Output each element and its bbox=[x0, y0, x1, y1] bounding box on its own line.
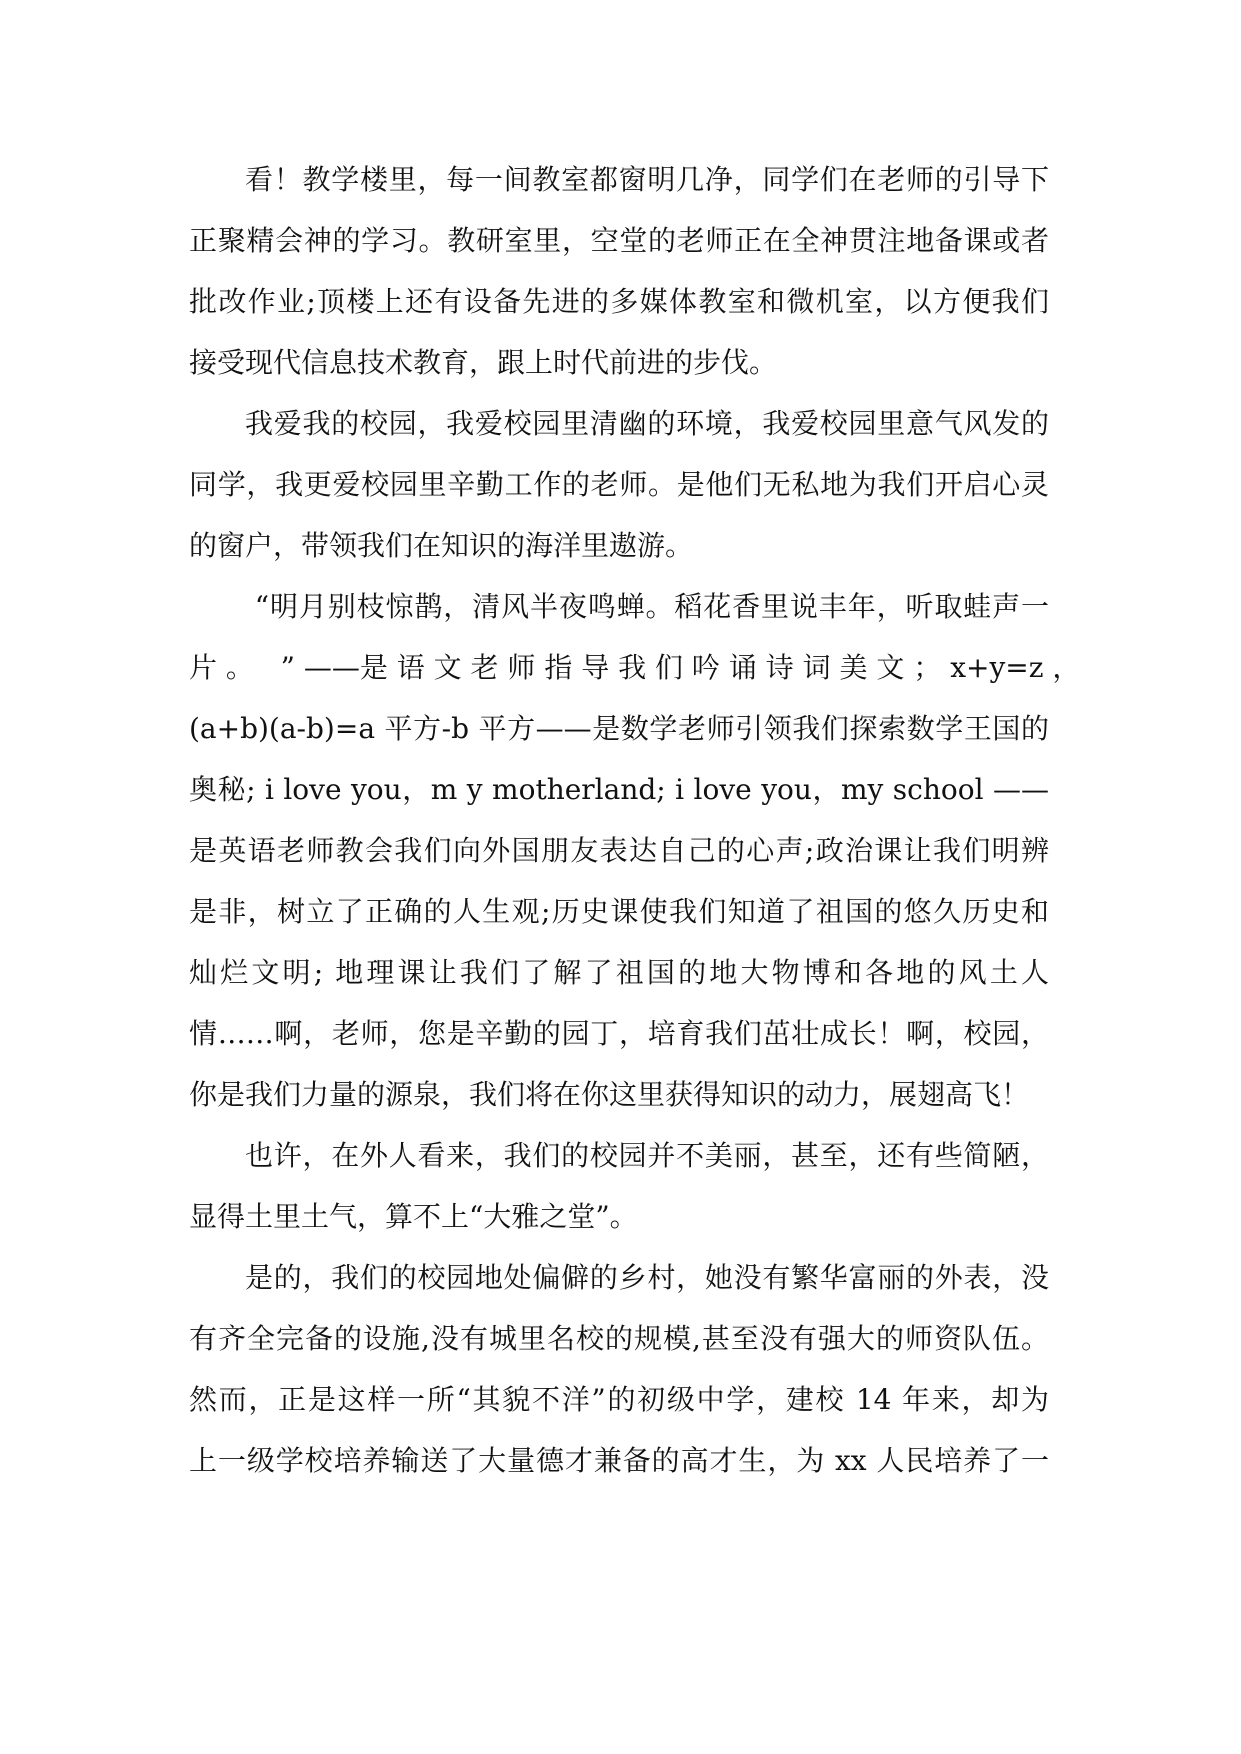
paragraph bbox=[189, 160, 1049, 404]
text-line: 我爱我的校园，我爱校园里清幽的环境，我爱校园里意气风发的 bbox=[245, 407, 1049, 440]
document-body bbox=[189, 160, 1081, 1502]
text-line: 接受现代信息技术教育，跟上时代前进的步伐。 bbox=[189, 346, 778, 379]
text-line: 上一级学校培养输送了大量德才兼备的高才生，为 xx 人民培养了一 bbox=[189, 1444, 1049, 1477]
text-line: 然而，正是这样一所“其貌不洋”的初级中学，建校 14 年来，却为 bbox=[189, 1383, 1049, 1416]
paragraph bbox=[189, 404, 1049, 587]
text-line: 情……啊，老师，您是辛勤的园丁，培育我们茁壮成长！啊，校园， bbox=[189, 1017, 1049, 1050]
text-line: 奥秘; i love you，m y motherland; i love you，my school —— bbox=[189, 773, 1049, 806]
text-line: 同学，我更爱校园里辛勤工作的老师。是他们无私地为我们开启心灵 bbox=[189, 468, 1049, 501]
text-line: 你是我们力量的源泉，我们将在你这里获得知识的动力，展翅高飞！ bbox=[189, 1078, 1030, 1111]
paragraph bbox=[189, 1258, 1049, 1502]
paragraph bbox=[189, 1136, 1049, 1258]
text-line: 正聚精会神的学习。教研室里，空堂的老师正在全神贯注地备课或者 bbox=[189, 224, 1049, 257]
text-line: 有齐全完备的设施,没有城里名校的规模,甚至没有强大的师资队伍。 bbox=[189, 1322, 1049, 1355]
text-line: 灿烂文明; 地理课让我们了解了祖国的地大物博和各地的风土人 bbox=[189, 956, 1049, 989]
text-line: 批改作业;顶楼上还有设备先进的多媒体教室和微机室，以方便我们 bbox=[189, 285, 1049, 318]
text-line: 是的，我们的校园地处偏僻的乡村，她没有繁华富丽的外表，没 bbox=[245, 1261, 1049, 1294]
text-line: (a+b)(a-b)=a 平方-b 平方——是数学老师引领我们探索数学王国的 bbox=[189, 712, 1049, 745]
text-line: 的窗户，带领我们在知识的海洋里遨游。 bbox=[189, 529, 694, 562]
text-line: “明月别枝惊鹊，清风半夜鸣蝉。稻花香里说丰年，听取蛙声一 bbox=[245, 590, 1049, 623]
text-line: 看！教学楼里，每一间教室都窗明几净，同学们在老师的引导下 bbox=[245, 163, 1049, 196]
text-line: 是英语老师教会我们向外国朋友表达自己的心声;政治课让我们明辨 bbox=[189, 834, 1049, 867]
text-line: 也许，在外人看来，我们的校园并不美丽，甚至，还有些简陋， bbox=[245, 1139, 1049, 1172]
text-line: 片 。 ” ——是 语 文 老 师 指 导 我 们 吟 诵 诗 词 美 文 ； x+y=z ， bbox=[189, 651, 1081, 684]
text-line: 是非，树立了正确的人生观;历史课使我们知道了祖国的悠久历史和 bbox=[189, 895, 1049, 928]
text-line: 显得土里土气，算不上“大雅之堂”。 bbox=[189, 1200, 638, 1233]
paragraph bbox=[189, 587, 1081, 1136]
